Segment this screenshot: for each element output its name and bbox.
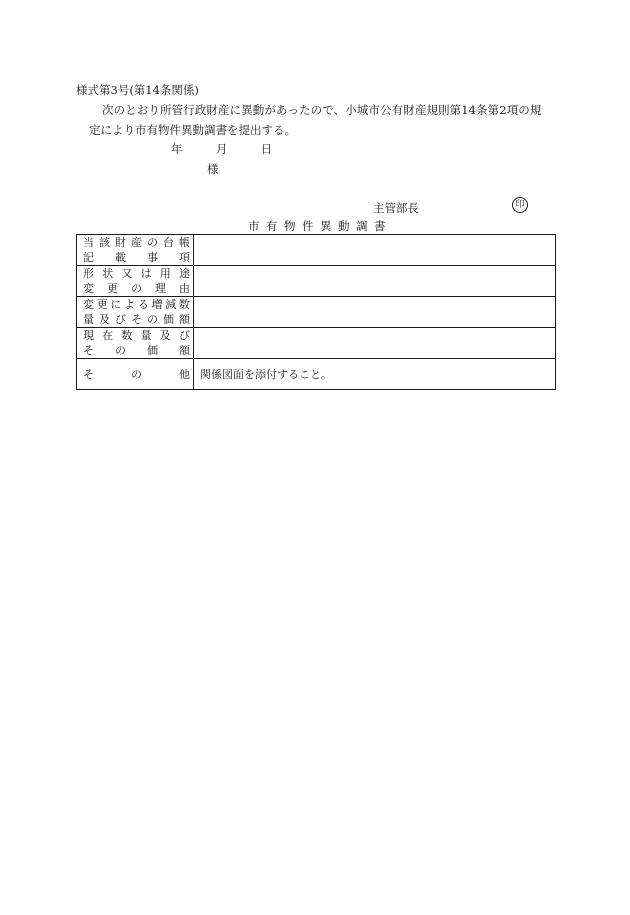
intro-text-line-2: 定により市有物件異動調書を提出する。: [89, 123, 296, 137]
row-label: [77, 266, 194, 297]
row-label: [77, 297, 194, 328]
addressee-honorific: 様: [207, 162, 219, 176]
table-row: [77, 297, 556, 328]
intro-text-line-1: 次のとおり所管行政財産に異動があったので、小城市公有財産規則第14条第2項の規: [102, 103, 542, 117]
row-value[interactable]: [194, 297, 556, 328]
row-label-line-1: 現 在 数 量 及 び: [83, 329, 190, 342]
table-row: [77, 266, 556, 297]
row-label-line-2: 記 載 事 項: [83, 251, 190, 264]
row-label: [77, 235, 194, 266]
row-value[interactable]: [194, 328, 556, 359]
row-label: [77, 359, 194, 390]
row-label-line-2: そ の 価 額: [83, 344, 190, 357]
row-label-line-2: 量 及 び そ の 価 額: [83, 313, 190, 326]
date-day: 日: [260, 142, 273, 156]
seal-mark: 印: [512, 197, 528, 213]
row-label-line-1: 変 更 に よ る 増 減 数: [83, 298, 190, 311]
table-row: [77, 359, 556, 390]
date-line: [171, 141, 272, 157]
row-label-line-1: 形 状 又 は 用 途: [83, 267, 190, 280]
row-value[interactable]: [194, 266, 556, 297]
row-value[interactable]: [194, 235, 556, 266]
row-value[interactable]: 関係図面を添付すること。: [194, 359, 556, 390]
document-title: 市有物件異動調書: [248, 219, 392, 233]
row-label-line-2: 変 更 の 理 由: [83, 282, 190, 295]
date-year: 年: [171, 142, 183, 156]
row-label-line-1: 当 該 財 産 の 台 帳: [83, 236, 190, 249]
form-number: 様式第3号(第14条関係): [76, 83, 199, 97]
row-label-line-1: そ の 他: [83, 367, 190, 381]
row-label: [77, 328, 194, 359]
table-row: [77, 328, 556, 359]
date-month: 月: [215, 142, 228, 156]
signer-title: 主管部長: [373, 201, 419, 215]
table-row: [77, 235, 556, 266]
change-report-table: [76, 234, 556, 390]
